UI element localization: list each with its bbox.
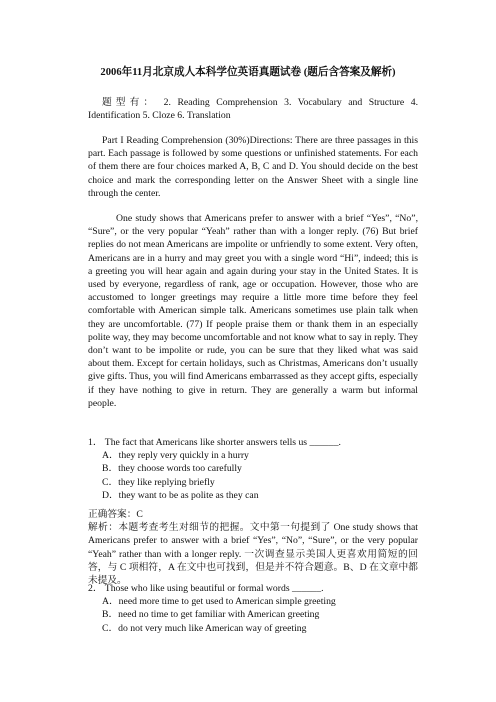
reading-passage-text: One study shows that Americans prefer to answer with a brief “Yes”, “No”, “Sure”, or the very popular “Yeah” rather than with a longer reply. (76) But brief replies do not mean Americans are impolite or unfriendly to some extent. Very often, Americans are in a hurry and may greet you with a single word “Hi”, indeed; this is a greeting you will hear again and again during your stay in the United States. It is used by everyone, regardless of rank, age or occupation. However, those who are accustomed to longer greetings may require a little more time before they feel comfortable with American simple talk. Americans sometimes use plain talk when they are uncomfortable. (77) If people praise them or thank them in an especially polite way, they may become uncomfortable and not know what to say in reply. They don’t want to be impolite or rude, you can be sure that they liked what was said about them. Except for certain holidays, such as Christmas, Americans don’t usually give gifts. Thus, you will find Americans embarrassed as they accept gifts, especially if they have nothing to give in return. They are generally a warm but informal people. <box>88 213 419 409</box>
document-title: 2006年11月北京成人本科学位英语真题试卷 (题后含答案及解析) <box>100 67 396 78</box>
question-1-option-b: B．they choose words too carefully <box>102 463 242 475</box>
question-2-option-a: A．need more time to get used to American simple greeting <box>102 596 336 608</box>
question-1-option-d: D．they want to be as polite as they can <box>102 489 259 501</box>
reading-passage <box>88 212 418 410</box>
part1-directions-text: Part I Reading Comprehension (30%)Directions: There are three passages in this part. Each passage is followed by some questions or unfinished statements. For each of them there are four choices marked A, B, C and D. You should decide on the best choice and mark the corresponding letter on the Answer Sheet with a single line through the center. <box>88 135 418 199</box>
question-types-text: 题型有： 2. Reading Comprehension 3. Vocabulary and Structure 4. Identification 5. Cloze 6. Translation <box>88 97 418 122</box>
question-1-stem: 1． The fact that Americans like shorter answers tells us ______. <box>88 437 341 448</box>
question-2-option-c: C．do not very much like American way of greeting <box>102 622 307 634</box>
question-2-stem: 2． Those who like using beautiful or formal words ______. <box>88 583 324 594</box>
question-1-answer: 正确答案：C <box>88 509 143 520</box>
question-1-explanation: 解析：本题考查考生对细节的把握。文中第一句提到了 One study shows that Americans prefer to answer with a brief “Yes”, “No”, “Sure”, or the very popular “Yeah” rather than with a longer reply. 一次调查显示美国人更喜欢用简短的回答，与 C 项相符，A 在文中也可找到，但是并不符合题意。B、D 在文章中都未提及。 <box>88 522 418 587</box>
question-1-option-c: C．they like replying briefly <box>102 476 215 488</box>
question-1-option-a: A．they reply very quickly in a hurry <box>102 450 249 462</box>
question-types <box>88 96 418 122</box>
question-1 <box>88 436 418 502</box>
question-1-answer-block <box>88 508 418 587</box>
question-2-option-b: B．need no time to get familiar with American greeting <box>102 609 320 621</box>
part1-directions <box>88 134 418 200</box>
question-2 <box>88 582 418 635</box>
